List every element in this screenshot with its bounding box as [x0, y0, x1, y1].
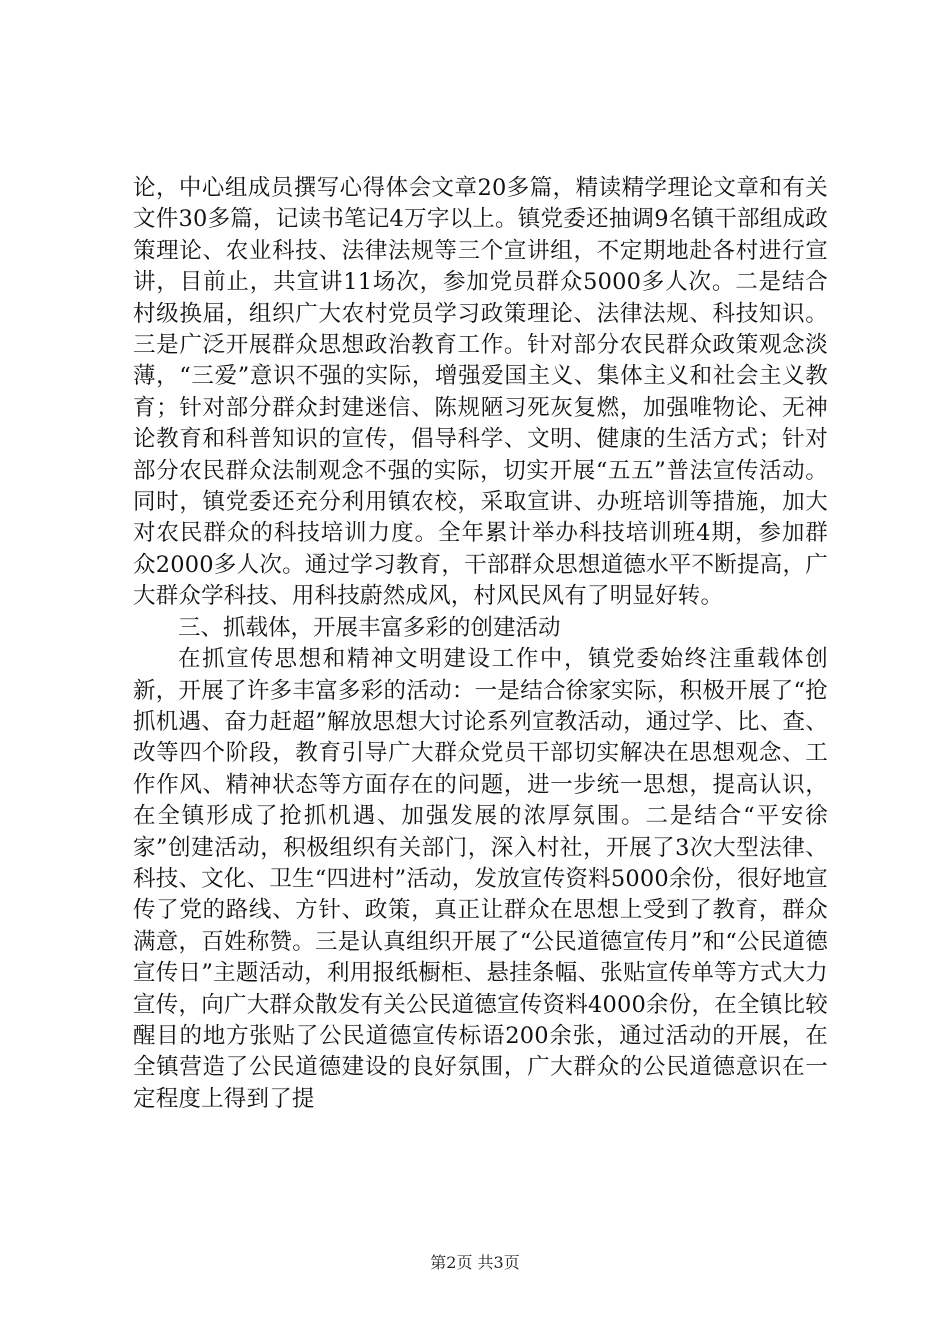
page-footer: 第2页 共3页 [430, 1253, 520, 1272]
paragraph-activities: 在抓宣传思想和精神文明建设工作中，镇党委始终注重载体创新，开展了许多丰富多彩的活动：一是结合徐家实际，积极开展了“抢抓机遇、奋力赶超”解放思想大讨论系列宣教活动，通过学、比、查、改等四个阶段，教育引导广大群众党员干部切实解决在思想观念、工作作风、精神状态等方面存在的问题，进一步统一思想，提高认识，在全镇形成了抢抓机遇、加强发展的浓厚氛围。二是结合“平安徐家”创建活动，积极组织有关部门，深入村社，开展了3次大型法律、科技、文化、卫生“四进村”活动，发放宣传资料5000余份，很好地宣传了党的路线、方针、政策，真正让群众在思想上受到了教育，群众满意，百姓称赞。三是认真组织开展了“公民道德宣传月”和“公民道德宣传日”主题活动，利用报纸橱柜、悬挂条幅、张贴宣传单等方式大力宣传，向广大群众散发有关公民道德宣传资料4000余份，在全镇比较醒目的地方张贴了公民道德宣传标语200余张，通过活动的开展，在全镇营造了公民道德建设的良好氛围，广大群众的公民道德意识在一定程度上得到了提 [133, 646, 828, 1112]
paragraph-continuation: 论，中心组成员撰写心得体会文章20多篇，精读精学理论文章和有关文件30多篇，记读书笔记4万字以上。镇党委还抽调9名镇干部组成政策理论、农业科技、法律法规等三个宣讲组，不定期地赴各村进行宣讲，目前止，共宣讲11场次，参加党员群众5000多人次。二是结合村级换届，组织广大农村党员学习政策理论、法律法规、科技知识。三是广泛开展群众思想政治教育工作。针对部分农民群众政策观念淡薄，“三爱”意识不强的实际，增强爱国主义、集体主义和社会主义教育；针对部分群众封建迷信、陈规陋习死灰复燃，加强唯物论、无神论教育和科普知识的宣传，倡导科学、文明、健康的生活方式；针对部分农民群众法制观念不强的实际，切实开展“五五”普法宣传活动。同时，镇党委还充分利用镇农校，采取宣讲、办班培训等措施，加大对农民群众的科技培训力度。全年累计举办科技培训班4期，参加群众2000多人次。通过学习教育，干部群众思想道德水平不断提高，广大群众学科技、用科技蔚然成风，村风民风有了明显好转。 [133, 175, 828, 610]
section-heading-3: 三、抓载体，开展丰富多彩的创建活动 [178, 614, 561, 641]
document-body [133, 173, 828, 1115]
